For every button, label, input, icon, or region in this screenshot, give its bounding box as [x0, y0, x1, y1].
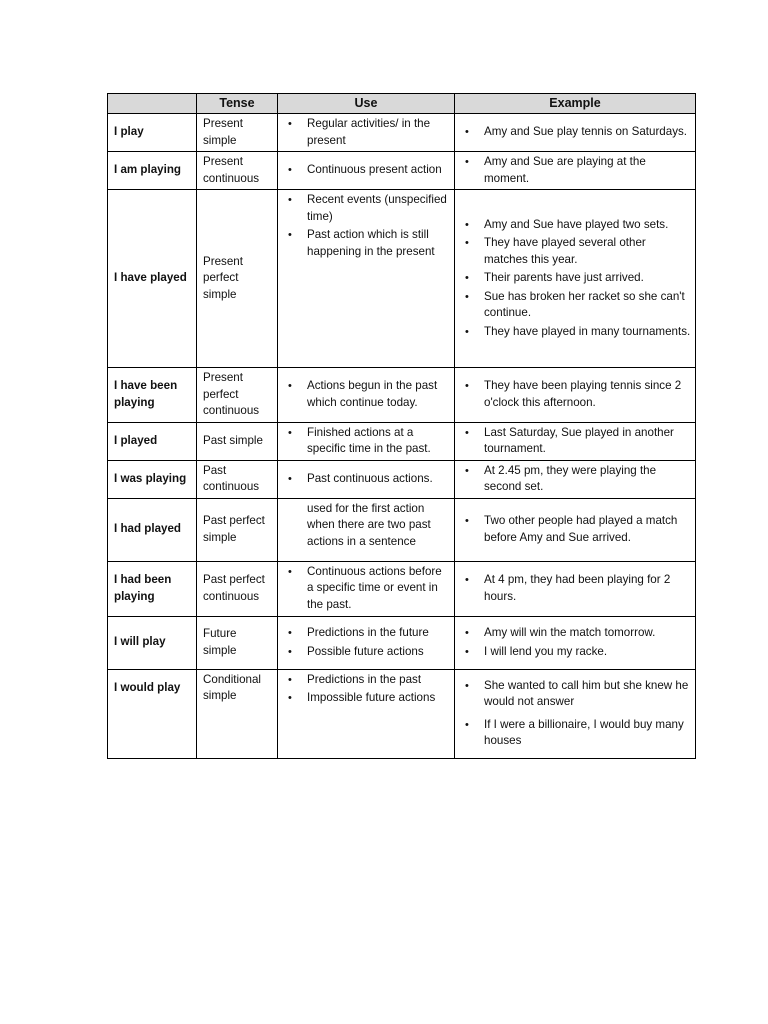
- header-tense: Tense: [197, 94, 278, 114]
- example-cell: [455, 561, 696, 616]
- use-cell: [278, 498, 455, 561]
- tense-table: [107, 93, 696, 759]
- use-item: • Actions begun in the past which continue today.: [284, 378, 450, 411]
- form-cell: I had been playing: [108, 561, 197, 616]
- tense-cell: Future simple: [197, 616, 278, 669]
- use-cell: [278, 114, 455, 152]
- example-item: • I will lend you my racke.: [461, 644, 691, 661]
- table-row: [108, 368, 696, 423]
- use-cell: [278, 190, 455, 368]
- example-cell: [455, 152, 696, 190]
- use-cell: [278, 422, 455, 460]
- example-cell: [455, 190, 696, 368]
- example-item: • Their parents have just arrived.: [461, 270, 691, 287]
- table-row: [108, 669, 696, 758]
- use-cell: [278, 152, 455, 190]
- tense-cell: Present perfect continuous: [197, 368, 278, 423]
- example-cell: [455, 422, 696, 460]
- tense-cell: Conditional simple: [197, 669, 278, 758]
- tense-cell: Past simple: [197, 422, 278, 460]
- use-plain-text: used for the first action when there are two past actions in a sentence: [307, 501, 431, 548]
- example-item: • They have played in many tournaments.: [461, 324, 691, 341]
- form-cell: I will play: [108, 616, 197, 669]
- example-item: • They have been playing tennis since 2 o'clock this afternoon.: [461, 378, 691, 411]
- form-cell: I had played: [108, 498, 197, 561]
- table-row: [108, 152, 696, 190]
- example-item: • Last Saturday, Sue played in another tournament.: [461, 425, 691, 458]
- example-cell: [455, 460, 696, 498]
- form-cell: I would play: [108, 669, 197, 758]
- use-item: • Regular activities/ in the present: [284, 116, 450, 149]
- tense-cell: Present simple: [197, 114, 278, 152]
- use-item: • Recent events (unspecified time): [284, 192, 450, 225]
- example-cell: [455, 669, 696, 758]
- use-item: • Continuous present action: [284, 162, 450, 179]
- use-item: • Possible future actions: [284, 644, 450, 661]
- form-cell: I am playing: [108, 152, 197, 190]
- use-cell: [278, 561, 455, 616]
- tense-cell: Present perfect simple: [197, 190, 278, 368]
- example-cell: [455, 368, 696, 423]
- form-cell: I played: [108, 422, 197, 460]
- example-item: • They have played several other matches this year.: [461, 235, 691, 268]
- use-item: • Past continuous actions.: [284, 471, 450, 488]
- tense-cell: Past perfect continuous: [197, 561, 278, 616]
- header-example: Example: [455, 94, 696, 114]
- use-cell: [278, 669, 455, 758]
- use-cell: [278, 460, 455, 498]
- example-item: • If I were a billionaire, I would buy many houses: [461, 717, 691, 750]
- use-item: • Predictions in the future: [284, 625, 450, 642]
- example-item: • Amy and Sue are playing at the moment.: [461, 154, 691, 187]
- form-cell: I was playing: [108, 460, 197, 498]
- header-row: [108, 94, 696, 114]
- example-cell: [455, 114, 696, 152]
- example-item: • At 4 pm, they had been playing for 2 hours.: [461, 572, 691, 605]
- form-cell: I have been playing: [108, 368, 197, 423]
- tense-cell: Past perfect simple: [197, 498, 278, 561]
- table-row: [108, 561, 696, 616]
- example-item: • Amy will win the match tomorrow.: [461, 625, 691, 642]
- use-item: • Continuous actions before a specific time or event in the past.: [284, 564, 450, 614]
- header-use: Use: [278, 94, 455, 114]
- example-item: • Two other people had played a match before Amy and Sue arrived.: [461, 513, 691, 546]
- table-row: [108, 422, 696, 460]
- example-item: • Amy and Sue have played two sets.: [461, 217, 691, 234]
- table-row: [108, 114, 696, 152]
- example-item: • Amy and Sue play tennis on Saturdays.: [461, 124, 691, 141]
- tense-cell: Past continuous: [197, 460, 278, 498]
- table-row: [108, 498, 696, 561]
- use-item: • Predictions in the past: [284, 672, 450, 689]
- use-item: • Past action which is still happening in the present: [284, 227, 450, 260]
- form-cell: I play: [108, 114, 197, 152]
- use-cell: [278, 616, 455, 669]
- example-cell: [455, 498, 696, 561]
- tense-cell: Present continuous: [197, 152, 278, 190]
- table-row: [108, 460, 696, 498]
- example-cell: [455, 616, 696, 669]
- example-item: • At 2.45 pm, they were playing the second set.: [461, 463, 691, 496]
- header-blank: [108, 94, 197, 114]
- use-item: • Finished actions at a specific time in the past.: [284, 425, 450, 458]
- use-item: • Impossible future actions: [284, 690, 450, 707]
- table-row: [108, 616, 696, 669]
- use-cell: [278, 368, 455, 423]
- form-cell: I have played: [108, 190, 197, 368]
- example-item: • She wanted to call him but she knew he would not answer: [461, 678, 691, 711]
- table-row: [108, 190, 696, 368]
- example-item: • Sue has broken her racket so she can't continue.: [461, 289, 691, 322]
